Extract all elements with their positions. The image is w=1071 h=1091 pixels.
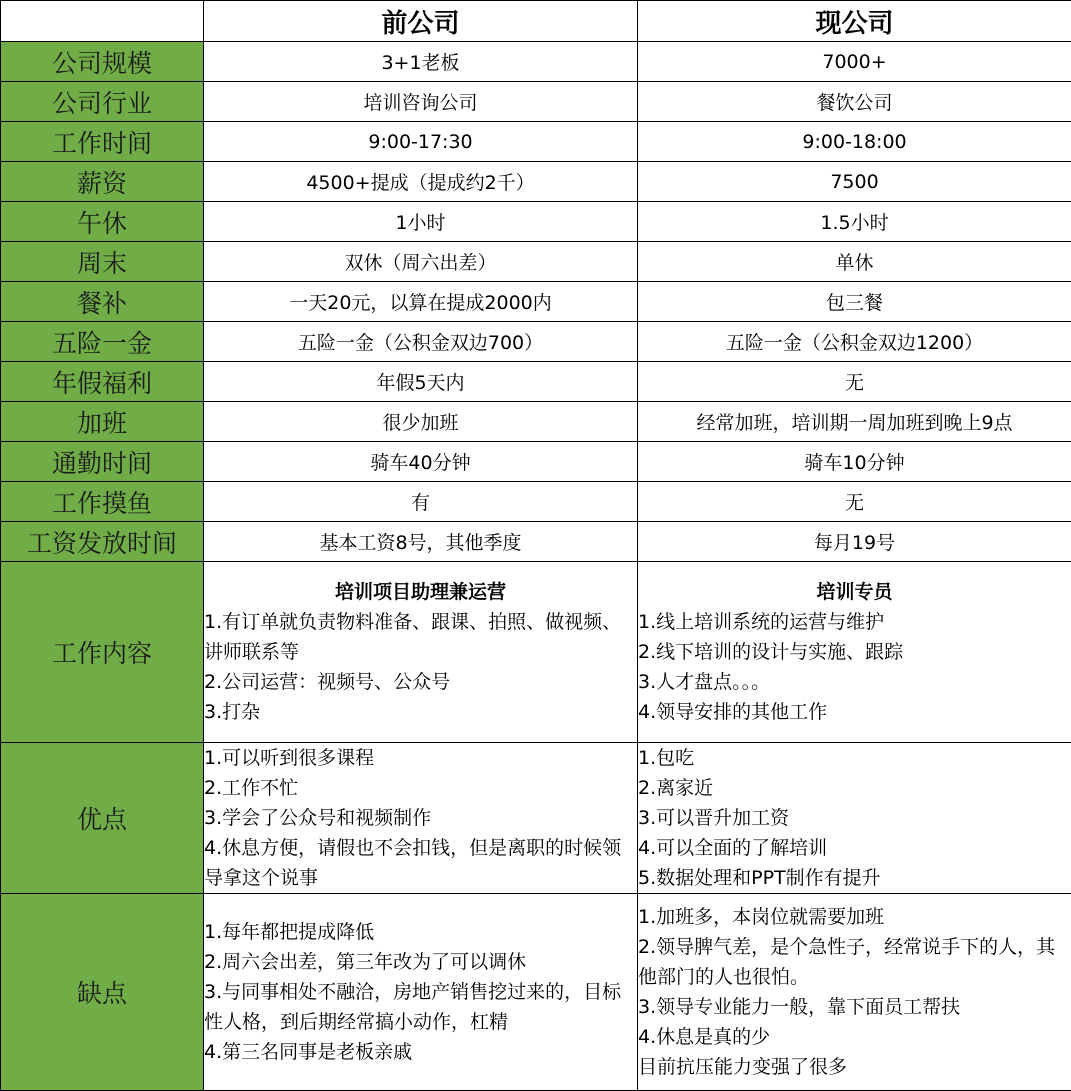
curr-company-header: 现公司 (638, 1, 1071, 42)
prev-value: 一天20元，以算在提成2000内 (204, 282, 638, 322)
prev-value: 五险一金（公积金双边700） (204, 322, 638, 362)
curr-value: 无 (638, 362, 1071, 402)
curr-work-content (638, 562, 1071, 743)
table-row-lunch-break (1, 202, 1071, 242)
curr-value: 单休 (638, 242, 1071, 282)
curr-value: 骑车10分钟 (638, 442, 1071, 482)
list-item: 4.第三名同事是老板亲戚 (204, 1041, 413, 1063)
table-row-slacking (1, 482, 1071, 522)
row-label: 薪资 (1, 162, 204, 202)
list-item: 3.学会了公众号和视频制作 (204, 807, 432, 829)
list-item: 2.线下培训的设计与实施、跟踪 (638, 640, 904, 663)
list-item: 4.休息方便，请假也不会扣钱，但是离职的时候领导拿这个说事 (204, 837, 622, 889)
table-row-weekend (1, 242, 1071, 282)
table-row-work-hours (1, 122, 1071, 162)
list-item: 1.加班多，本岗位就需要加班 (638, 906, 885, 928)
list-item: 3.领导专业能力一般，靠下面员工帮扶 (638, 996, 961, 1018)
table-row-meal-allowance (1, 282, 1071, 322)
table-row-industry (1, 82, 1071, 122)
header-row (1, 1, 1071, 42)
prev-job-title: 培训项目助理兼运营 (334, 580, 506, 603)
prev-pros (204, 743, 638, 894)
curr-value: 1.5小时 (638, 202, 1071, 242)
curr-value: 7000+ (638, 42, 1071, 82)
table-row-insurance (1, 322, 1071, 362)
list-item: 1.有订单就负责物料准备、跟课、拍照、做视频、讲师联系等 (204, 610, 622, 663)
prev-value: 有 (204, 482, 638, 522)
prev-work-content (204, 562, 638, 743)
curr-value: 9:00-18:00 (638, 122, 1071, 162)
table-row-payday (1, 522, 1071, 562)
row-label: 通勤时间 (1, 442, 204, 482)
prev-value: 培训咨询公司 (204, 82, 638, 122)
row-label: 公司行业 (1, 82, 204, 122)
row-label: 缺点 (1, 894, 204, 1091)
prev-value: 3+1老板 (204, 42, 638, 82)
table-row-pros (1, 743, 1071, 894)
header-corner-cell (1, 1, 204, 42)
curr-value: 7500 (638, 162, 1071, 202)
curr-pros (638, 743, 1071, 894)
prev-cons (204, 894, 638, 1091)
table-row-salary (1, 162, 1071, 202)
table-row-work-content (1, 562, 1071, 743)
curr-value: 经常加班，培训期一周加班到晚上9点 (638, 402, 1071, 442)
curr-value: 餐饮公司 (638, 82, 1071, 122)
row-label: 工资发放时间 (1, 522, 204, 562)
list-item: 4.休息是真的少 (638, 1026, 771, 1048)
row-label: 午休 (1, 202, 204, 242)
list-item: 1.可以听到很多课程 (204, 747, 375, 769)
list-item: 1.线上培训系统的运营与维护 (638, 610, 885, 633)
list-item: 2.公司运营：视频号、公众号 (204, 670, 451, 693)
prev-value: 骑车40分钟 (204, 442, 638, 482)
table-row-overtime (1, 402, 1071, 442)
row-label: 五险一金 (1, 322, 204, 362)
prev-value: 年假5天内 (204, 362, 638, 402)
table-row-cons (1, 894, 1071, 1091)
prev-value: 双休（周六出差） (204, 242, 638, 282)
list-item: 4.可以全面的了解培训 (638, 837, 828, 859)
row-label: 年假福利 (1, 362, 204, 402)
prev-company-header: 前公司 (204, 1, 638, 42)
list-item: 目前抗压能力变强了很多 (638, 1056, 848, 1078)
curr-value: 包三餐 (638, 282, 1071, 322)
row-label: 优点 (1, 743, 204, 894)
row-label: 工作时间 (1, 122, 204, 162)
row-label: 工作摸鱼 (1, 482, 204, 522)
row-label: 加班 (1, 402, 204, 442)
list-item: 4.领导安排的其他工作 (638, 700, 828, 723)
prev-value: 4500+提成（提成约2千） (204, 162, 638, 202)
list-item: 2.领导脾气差，是个急性子，经常说手下的人，其他部门的人也很怕。 (638, 936, 1056, 988)
list-item: 3.打杂 (204, 700, 261, 723)
list-item: 5.数据处理和PPT制作有提升 (638, 867, 881, 889)
list-item: 1.每年都把提成降低 (204, 921, 375, 943)
curr-job-title: 培训专员 (816, 580, 893, 603)
curr-cons (638, 894, 1071, 1091)
curr-value: 五险一金（公积金双边1200） (638, 322, 1071, 362)
prev-value: 9:00-17:30 (204, 122, 638, 162)
prev-value: 很少加班 (204, 402, 638, 442)
list-item: 2.工作不忙 (204, 777, 299, 799)
row-label: 公司规模 (1, 42, 204, 82)
row-label: 周末 (1, 242, 204, 282)
list-item: 3.与同事相处不融洽，房地产销售挖过来的，目标性人格，到后期经常搞小动作，杠精 (204, 981, 622, 1033)
list-item: 1.包吃 (638, 747, 695, 769)
prev-value: 基本工资8号，其他季度 (204, 522, 638, 562)
table-row-commute (1, 442, 1071, 482)
list-item: 3.可以晋升加工资 (638, 807, 790, 829)
row-label: 餐补 (1, 282, 204, 322)
curr-value: 每月19号 (638, 522, 1071, 562)
prev-value: 1小时 (204, 202, 638, 242)
table-row-company-size (1, 42, 1071, 82)
table-row-annual-leave (1, 362, 1071, 402)
list-item: 2.离家近 (638, 777, 714, 799)
list-item: 3.人才盘点。。。 (638, 670, 771, 693)
list-item: 2.周六会出差，第三年改为了可以调休 (204, 951, 527, 973)
curr-value: 无 (638, 482, 1071, 522)
row-label: 工作内容 (1, 562, 204, 743)
